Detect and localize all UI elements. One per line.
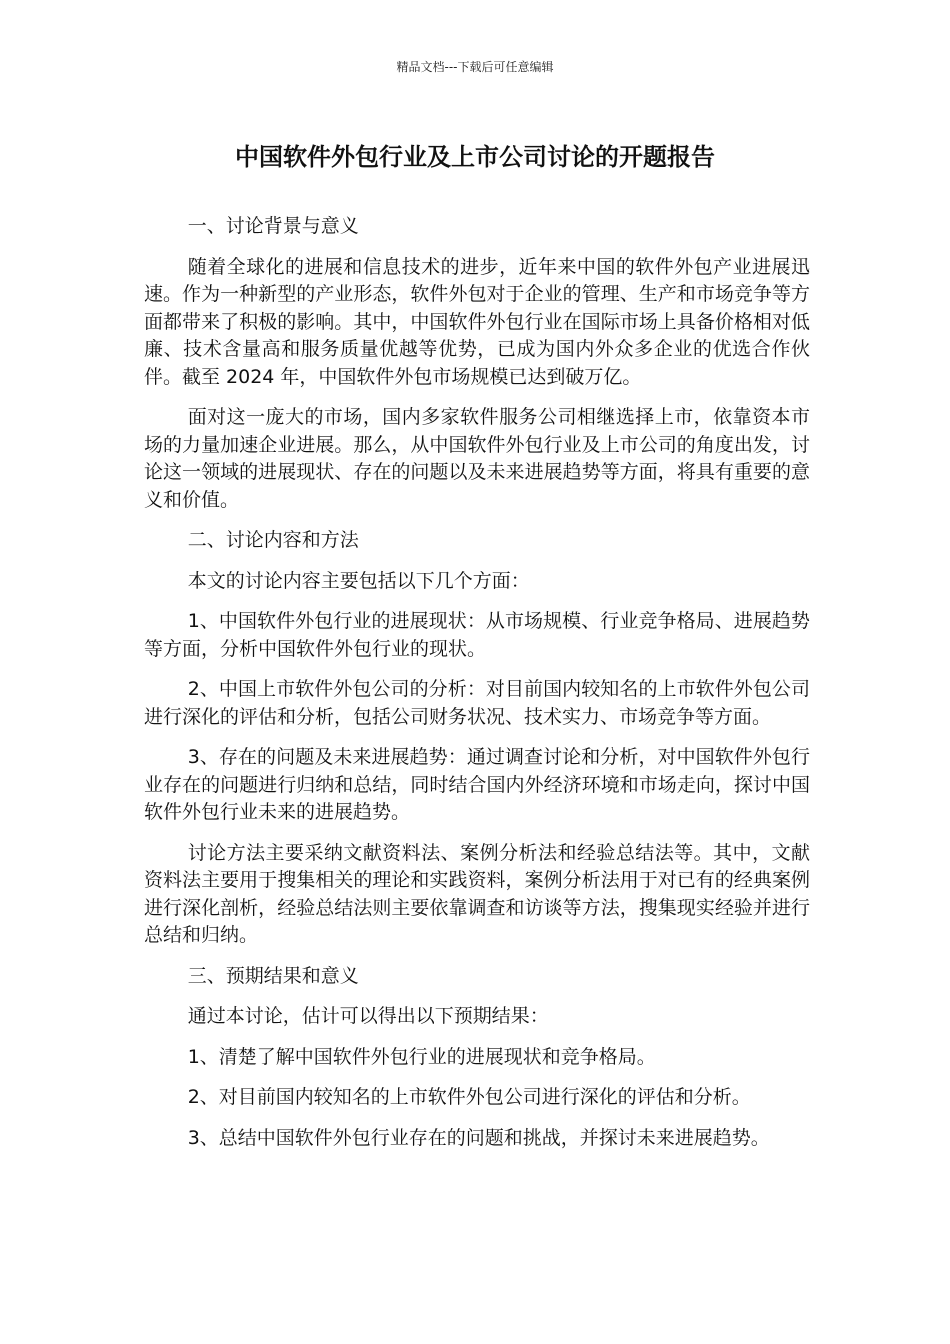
paragraph-background-1: 随着全球化的进展和信息技术的进步，近年来中国的软件外包产业进展迅速。作为一种新型的产业形态，软件外包对于企业的管理、生产和市场竞争等方面都带来了积极的影响。其中，中国软件外包行业在国际市场上具备价格相对低廉、技术含量高和服务质量优越等优势，已成为国内外众多企业的优选合作伙伴。截至 2024 年，中国软件外包市场规模已达到破万亿。 (144, 255, 810, 388)
paragraph-background-2: 面对这一庞大的市场，国内多家软件服务公司相继选择上市，依靠资本市场的力量加速企业进展。那么，从中国软件外包行业及上市公司的角度出发，讨论这一领域的进展现状、存在的问题以及未来进展趋势等方面，将具有重要的意义和价值。 (144, 406, 810, 511)
list-item-content-2: 2、中国上市软件外包公司的分析：对目前国内较知名的上市软件外包公司进行深化的评估和分析，包括公司财务状况、技术实力、市场竞争等方面。 (144, 678, 810, 728)
document-title: 中国软件外包行业及上市公司讨论的开题报告 (235, 143, 715, 171)
list-item-content-3: 3、存在的问题及未来进展趋势：通过调查讨论和分析，对中国软件外包行业存在的问题进行归纳和总结，同时结合国内外经济环境和市场走向，探讨中国软件外包行业未来的进展趋势。 (144, 746, 810, 823)
paragraph-content-intro: 本文的讨论内容主要包括以下几个方面： (187, 569, 530, 592)
list-item-content-1: 1、中国软件外包行业的进展现状：从市场规模、行业竞争格局、进展趋势等方面，分析中国软件外包行业的现状。 (144, 610, 810, 660)
page-header: 精品文档---下载后可任意编辑 (396, 60, 554, 74)
section-heading-background: 一、讨论背景与意义 (187, 215, 359, 237)
section-heading-content-methods: 二、讨论内容和方法 (187, 529, 359, 551)
list-item-result-3: 3、总结中国软件外包行业存在的问题和挑战，并探讨未来进展趋势。 (187, 1126, 770, 1149)
list-item-result-1: 1、清楚了解中国软件外包行业的进展现状和竞争格局。 (187, 1045, 656, 1068)
list-item-result-2: 2、对目前国内较知名的上市软件外包公司进行深化的评估和分析。 (187, 1086, 751, 1108)
document-body (144, 213, 810, 1165)
paragraph-results-intro: 通过本讨论，估计可以得出以下预期结果： (187, 1005, 549, 1027)
section-heading-expected-results: 三、预期结果和意义 (187, 964, 359, 987)
paragraph-methods: 讨论方法主要采纳文献资料法、案例分析法和经验总结法等。其中，文献资料法主要用于搜集相关的理论和实践资料，案例分析法用于对已有的经典案例进行深化剖析，经验总结法则主要依靠调查和访谈等方法，搜集现实经验并进行总结和归纳。 (144, 841, 810, 946)
